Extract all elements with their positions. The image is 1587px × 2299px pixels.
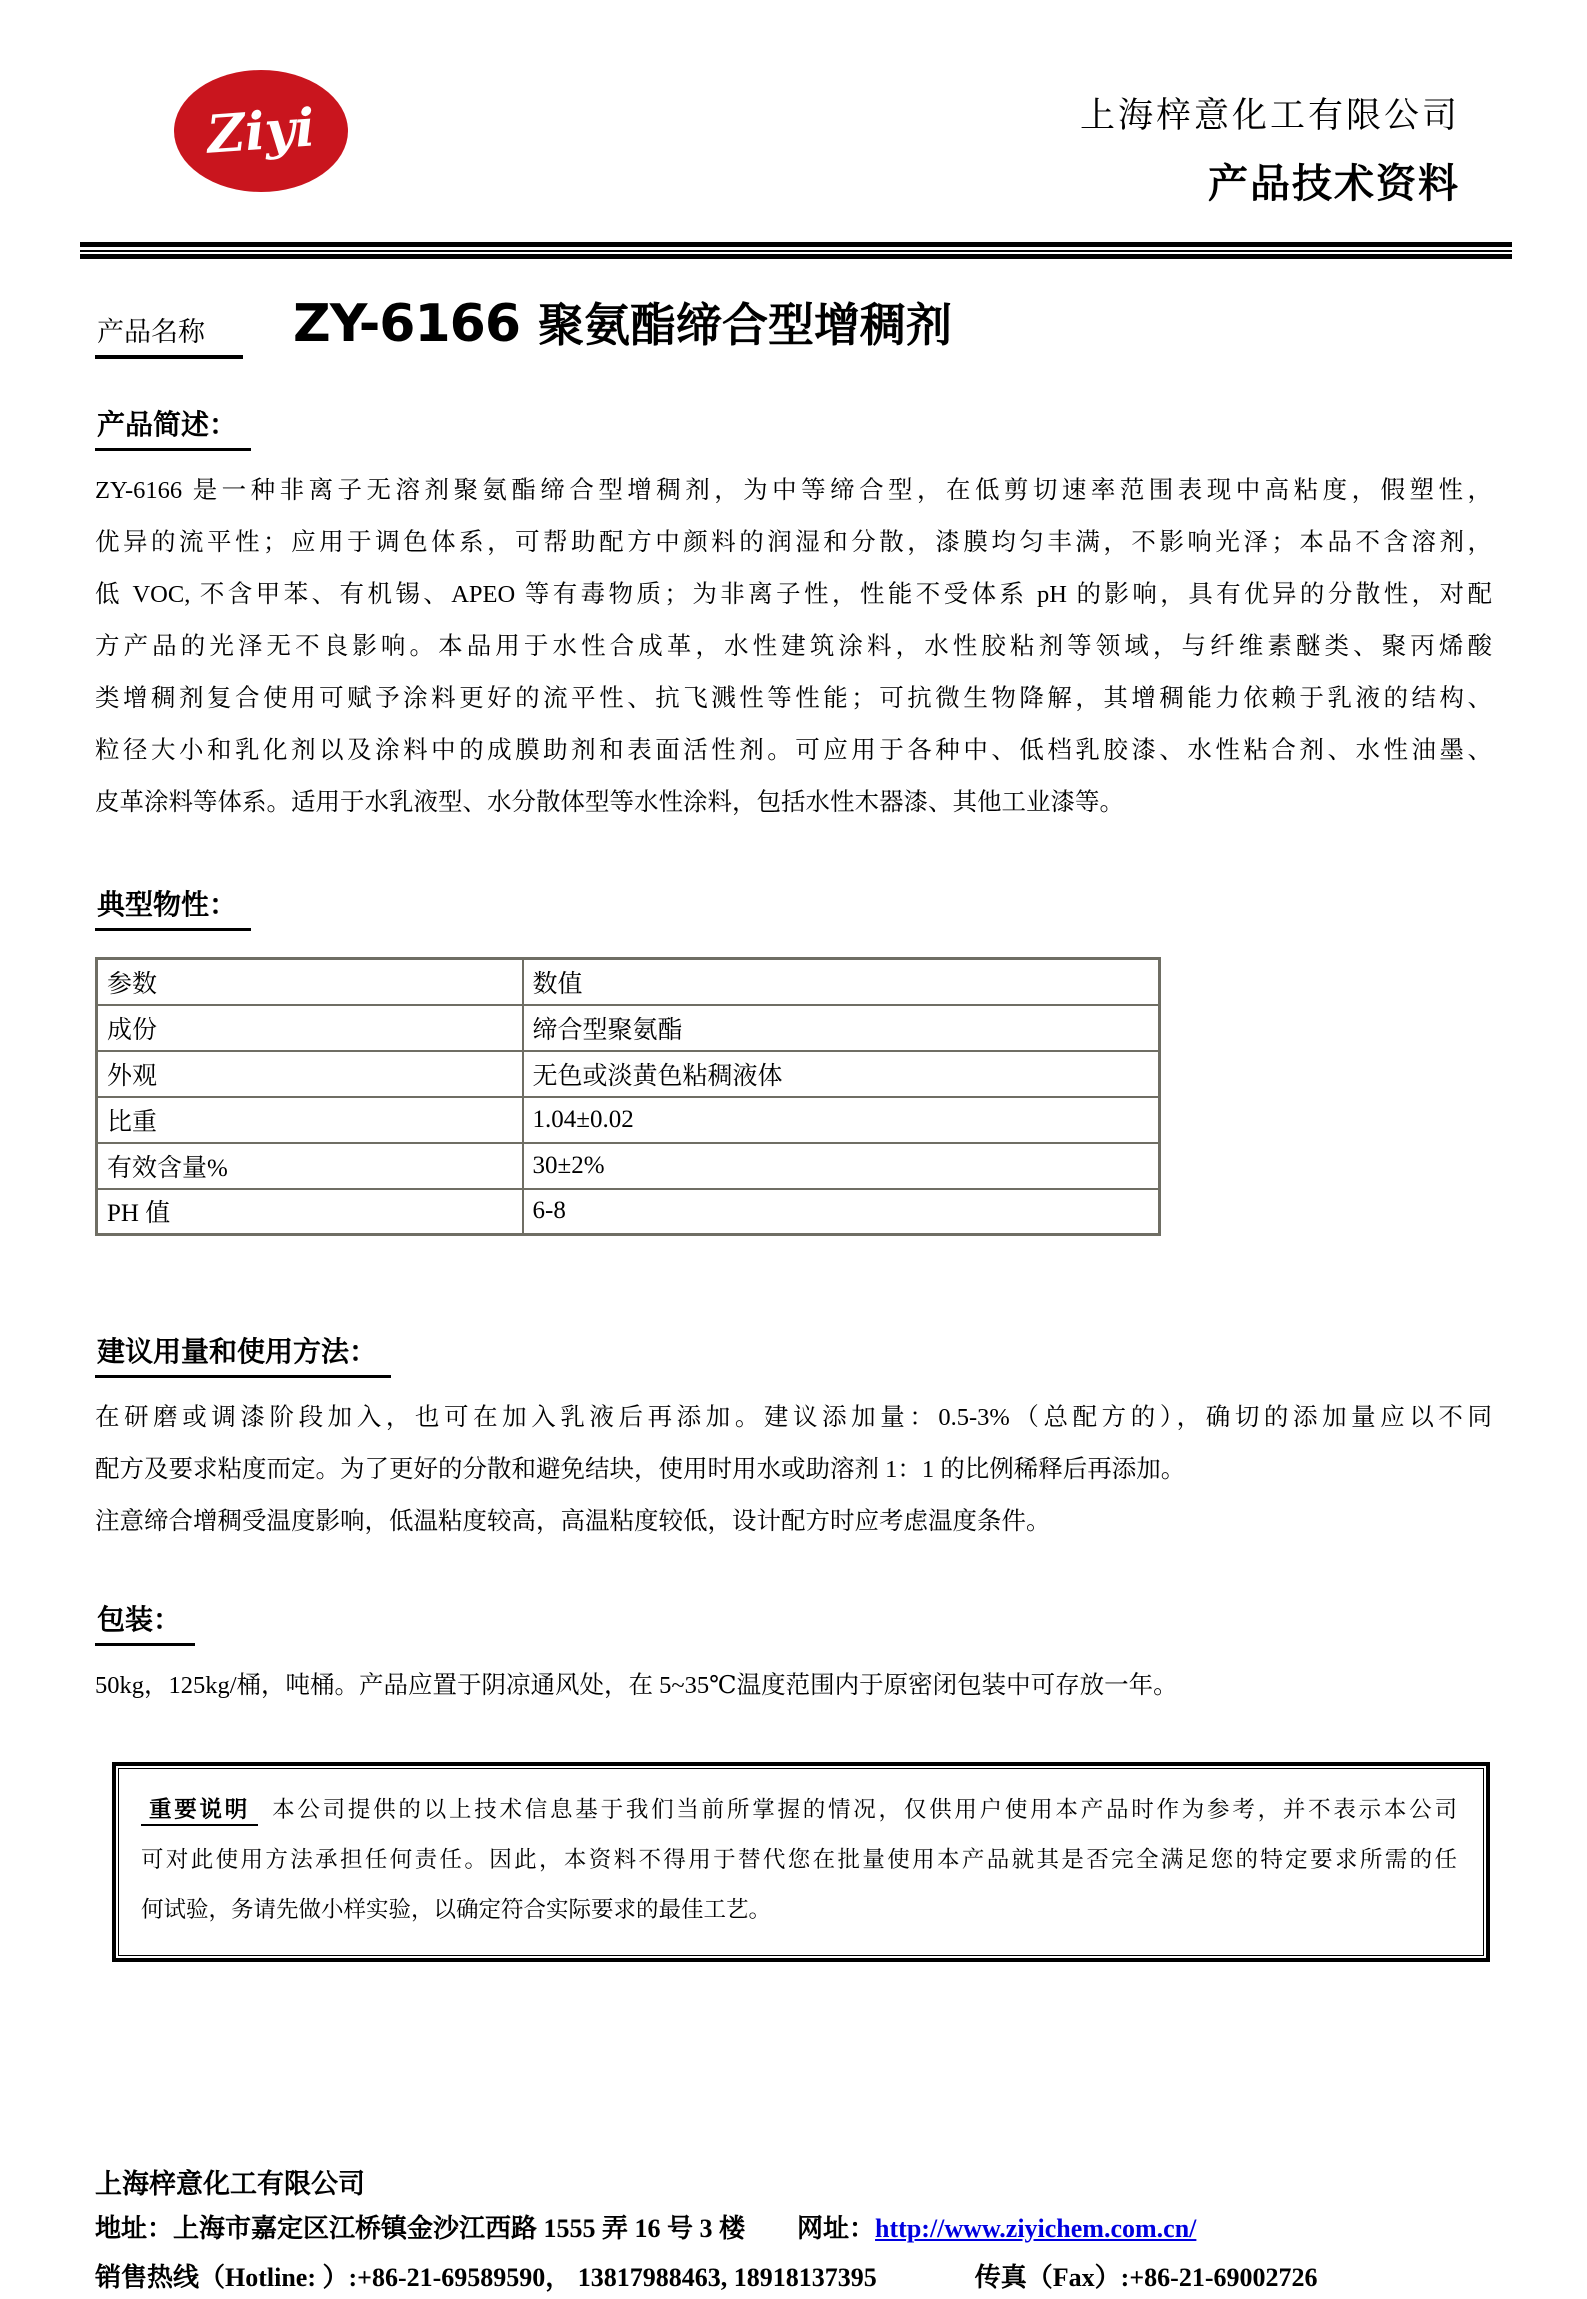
product-title — [293, 289, 952, 355]
table-cell-value: 1.04±0.02 — [523, 1097, 1160, 1143]
properties-heading: 典型物性： — [95, 883, 251, 931]
table-row — [97, 1143, 1160, 1189]
table-cell-parameter: 成份 — [97, 1005, 523, 1051]
note-line-1 — [141, 1785, 1457, 1835]
table-row — [97, 1051, 1160, 1097]
website-link[interactable]: http://www.ziyichem.com.cn/ — [875, 2214, 1197, 2243]
table-cell-value: 30±2% — [523, 1143, 1160, 1189]
note-line-2: 可对此使用方法承担任何责任。因此，本资料不得用于替代您在批量使用本产品就其是否完全满足您的特定要求所需的任 — [141, 1847, 1457, 1872]
hotline-numbers: +86-21-69589590， 13817988463, 18918137395 — [357, 2263, 877, 2292]
product-name-label: 产品名称 — [95, 310, 243, 359]
important-note-box — [112, 1762, 1490, 1962]
properties-table — [95, 957, 1161, 1236]
overview-line: 皮革涂料等体系。适用于水乳液型、水分散体型等水性涂料，包括水性木器漆、其他工业漆等。 — [95, 789, 1124, 816]
logo-wordmark: Ziyi — [205, 96, 317, 166]
table-row — [97, 1189, 1160, 1235]
table-header-parameter: 参数 — [97, 959, 523, 1005]
product-title-row — [95, 289, 1492, 359]
table-row — [97, 1097, 1160, 1143]
page-header — [0, 0, 1587, 209]
fax-number: +86-21-69002726 — [1129, 2263, 1318, 2292]
table-row — [97, 1005, 1160, 1051]
company-logo — [174, 70, 348, 192]
table-cell-value: 无色或淡黄色粘稠液体 — [523, 1051, 1160, 1097]
note-line-3: 何试验，务请先做小样实验，以确定符合实际要求的最佳工艺。 — [141, 1897, 772, 1922]
table-cell-value: 缔合型聚氨酯 — [523, 1005, 1160, 1051]
usage-line: 在研磨或调漆阶段加入，也可在加入乳液后再添加。建议添加量：0.5-3%（总配方的），确切的添加量应以不同 — [95, 1404, 1492, 1431]
usage-heading: 建议用量和使用方法： — [95, 1330, 391, 1378]
header-right — [1080, 70, 1460, 209]
overview-line: 方产品的光泽无不良影响。本品用于水性合成革，水性建筑涂料，水性胶粘剂等领域，与纤维素醚类、聚丙烯酸 — [95, 633, 1492, 660]
usage-line: 配方及要求粘度而定。为了更好的分散和避免结块，使用时用水或助溶剂 1：1 的比例稀释后再添加。 — [95, 1456, 1186, 1483]
overview-line: 优异的流平性；应用于调色体系，可帮助配方中颜料的润湿和分散，漆膜均匀丰满，不影响光泽；本品不含溶剂， — [95, 529, 1492, 556]
table-cell-parameter: 有效含量% — [97, 1143, 523, 1189]
company-name: 上海梓意化工有限公司 — [1079, 96, 1460, 135]
footer-hotline-line — [95, 2256, 1587, 2299]
packaging-line: 50kg，125kg/桶，吨桶。产品应置于阴凉通风处，在 5~35℃温度范围内于原密闭包装中可存放一年。 — [95, 1672, 1178, 1699]
packaging-heading: 包装： — [95, 1598, 195, 1646]
product-name: 聚氨酯缔合型增稠剂 — [538, 300, 953, 351]
table-cell-parameter: PH 值 — [97, 1189, 523, 1235]
note-label: 重要说明 — [141, 1797, 258, 1826]
table-header-row — [97, 959, 1160, 1005]
table-cell-value: 6-8 — [523, 1189, 1160, 1235]
document-type-title: 产品技术资料 — [1208, 162, 1460, 206]
footer-address-line — [95, 2207, 1587, 2250]
usage-line: 注意缔合增稠受温度影响，低温粘度较高，高温粘度较低，设计配方时应考虑温度条件。 — [95, 1508, 1051, 1535]
overview-line: 类增稠剂复合使用可赋予涂料更好的流平性、抗飞溅性等性能；可抗微生物降解，其增稠能力依赖于乳液的结构、 — [95, 685, 1492, 712]
page-footer — [95, 2162, 1587, 2299]
important-note-inner — [118, 1768, 1484, 1956]
overview-line: ZY-6166 是一种非离子无溶剂聚氨酯缔合型增稠剂，为中等缔合型，在低剪切速率范围表现中高粘度，假塑性， — [95, 477, 1492, 504]
note-text-1: 本公司提供的以上技术信息基于我们当前所掌握的情况，仅供用户使用本产品时作为参考，并不表示本公司 — [272, 1797, 1457, 1822]
table-cell-parameter: 比重 — [97, 1097, 523, 1143]
product-code: ZY-6166 — [293, 294, 521, 354]
address-label: 地址： — [95, 2214, 174, 2243]
header-divider — [80, 242, 1512, 259]
footer-company-name: 上海梓意化工有限公司 — [95, 2169, 365, 2199]
table-cell-parameter: 外观 — [97, 1051, 523, 1097]
overview-line: 低 VOC, 不含甲苯、有机锡、APEO 等有毒物质；为非离子性，性能不受体系 pH 的影响，具有优异的分散性，对配 — [95, 581, 1492, 608]
overview-heading: 产品简述： — [95, 403, 251, 451]
address-value: 上海市嘉定区江桥镇金沙江西路 1555 弄 16 号 3 楼 — [173, 2214, 746, 2243]
table-header-value: 数值 — [523, 959, 1160, 1005]
website-label: 网址： — [797, 2214, 876, 2243]
fax-label: 传真（Fax）: — [974, 2263, 1130, 2292]
overview-paragraph — [95, 465, 1492, 829]
usage-paragraph — [95, 1392, 1492, 1548]
hotline-label: 销售热线（Hotline: ）: — [95, 2263, 358, 2292]
overview-line: 粒径大小和乳化剂以及涂料中的成膜助剂和表面活性剂。可应用于各种中、低档乳胶漆、水性粘合剂、水性油墨、 — [95, 737, 1492, 764]
packaging-paragraph — [95, 1660, 1492, 1712]
